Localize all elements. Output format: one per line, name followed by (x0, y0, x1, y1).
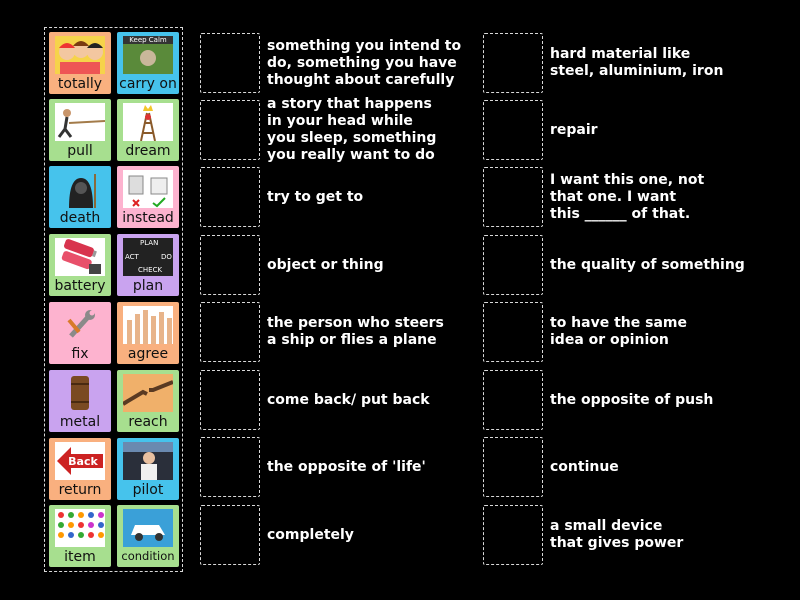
tile-label: condition (121, 549, 175, 563)
drop-slot[interactable] (200, 33, 260, 93)
clue-text: object or thing (267, 256, 384, 273)
tile-death[interactable] (49, 166, 111, 228)
clue-text: repair (550, 121, 598, 138)
drop-slot[interactable] (483, 167, 543, 227)
tile-label: totally (57, 76, 103, 92)
clue-text: a small device that gives power (550, 518, 684, 551)
tile-label: reach (128, 414, 168, 430)
tile-agree[interactable] (117, 302, 179, 364)
tile-label: metal (59, 414, 101, 430)
clue-text: the person who steers a ship or flies a plane (267, 315, 444, 348)
tile-dream[interactable] (117, 99, 179, 161)
plan-cycle-icon (123, 238, 173, 276)
drop-slot[interactable] (200, 505, 260, 565)
reaching-hands-icon (123, 374, 173, 412)
wrench-icon (55, 306, 105, 344)
tile-label: dream (125, 143, 171, 159)
drop-slot[interactable] (200, 100, 260, 160)
tile-label: item (64, 549, 96, 565)
keep-calm-poster-icon (123, 36, 173, 74)
tile-item[interactable] (49, 505, 111, 567)
clue-text: to have the same idea or opinion (550, 315, 687, 348)
tile-label: death (59, 210, 101, 226)
tile-label: fix (71, 346, 89, 362)
tile-totally[interactable] (49, 32, 111, 94)
drop-slot[interactable] (483, 370, 543, 430)
clue-text: the quality of something (550, 256, 745, 273)
battery-icon (55, 238, 105, 276)
drop-slot[interactable] (200, 437, 260, 497)
tile-metal[interactable] (49, 370, 111, 432)
drop-slot[interactable] (483, 235, 543, 295)
clue-text: the opposite of push (550, 391, 714, 408)
many-items-icon (55, 509, 105, 547)
poster-text: Keep Calm (129, 36, 167, 44)
tile-carry-on[interactable] (117, 32, 179, 94)
tile-label: pilot (132, 482, 164, 498)
grim-reaper-icon (55, 170, 105, 208)
tile-label: agree (127, 346, 169, 362)
drop-slot[interactable] (483, 437, 543, 497)
do-word: DO (161, 253, 172, 261)
clue-text: the opposite of 'life' (267, 458, 426, 475)
raised-hands-icon (123, 306, 173, 344)
act-word: ACT (125, 253, 139, 261)
tile-reach[interactable] (117, 370, 179, 432)
car-wash-icon (123, 509, 173, 547)
tile-plan[interactable] (117, 234, 179, 296)
clue-text: I want this one, not that one. I want this ______ of that. (550, 171, 705, 222)
tile-label: return (58, 482, 102, 498)
drop-slot[interactable] (200, 235, 260, 295)
clue-text: something you intend to do, something you have thought about carefully (267, 37, 462, 88)
cartoon-kids-icon (55, 36, 105, 74)
tile-instead[interactable] (117, 166, 179, 228)
tile-pilot[interactable] (117, 438, 179, 500)
drop-slot[interactable] (200, 302, 260, 362)
clue-text: try to get to (267, 188, 364, 205)
drop-slot[interactable] (200, 370, 260, 430)
tile-label: instead (122, 210, 174, 226)
check-word: CHECK (138, 266, 163, 274)
clue-text: continue (550, 458, 619, 475)
tile-label: battery (54, 278, 106, 294)
tile-fix[interactable] (49, 302, 111, 364)
plan-word: PLAN (140, 239, 159, 247)
tile-battery[interactable] (49, 234, 111, 296)
back-sign-text: Back (68, 454, 98, 468)
clue-text: completely (267, 526, 354, 543)
drop-slot[interactable] (483, 33, 543, 93)
drop-slot[interactable] (483, 100, 543, 160)
tug-rope-icon (55, 103, 105, 141)
drop-slot[interactable] (483, 302, 543, 362)
toilet-choice-icon (123, 170, 173, 208)
metal-barrel-icon (55, 374, 105, 412)
tile-label: pull (67, 143, 93, 159)
back-arrow-icon (55, 442, 105, 480)
tile-pull[interactable] (49, 99, 111, 161)
tile-label: carry on (119, 76, 177, 92)
clue-text: hard material like steel, aluminium, iron (550, 46, 724, 79)
dream-ladder-icon (123, 103, 173, 141)
tile-return[interactable] (49, 438, 111, 500)
drop-slot[interactable] (483, 505, 543, 565)
clue-text: come back/ put back (267, 391, 430, 408)
clue-text: a story that happens in your head while you sleep, something you really want to do (267, 96, 437, 163)
tile-label: plan (132, 278, 164, 294)
drop-slot[interactable] (200, 167, 260, 227)
pilot-cockpit-icon (123, 442, 173, 480)
tile-condition[interactable] (117, 505, 179, 567)
